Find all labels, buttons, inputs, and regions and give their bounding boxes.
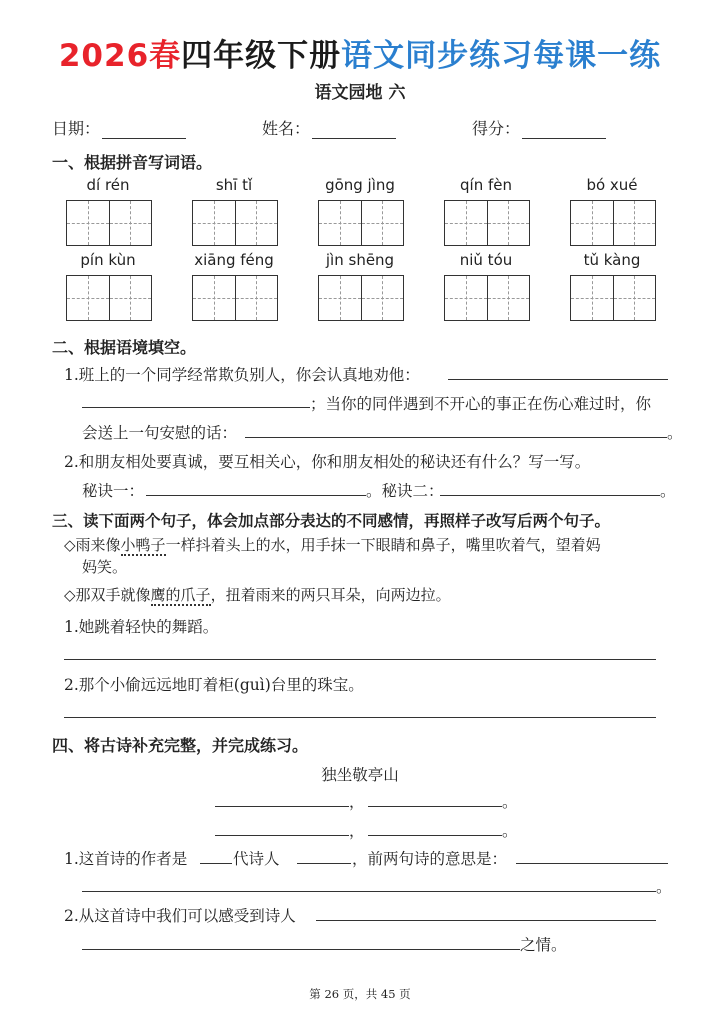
answer-blank[interactable] — [297, 863, 351, 864]
punctuation: 。 — [660, 482, 676, 500]
score-field[interactable]: 得分： — [472, 116, 606, 139]
example-sentence: ◇那双手就像鹰的爪子，扭着雨来的两只耳朵，向两边拉。 — [64, 586, 451, 604]
pinyin-label: pín kùn — [80, 251, 136, 269]
question-text: 之情。 — [520, 936, 567, 954]
writing-grid[interactable] — [444, 275, 530, 321]
poem-blank[interactable] — [368, 835, 502, 836]
writing-grid[interactable] — [570, 275, 656, 321]
poem-title: 独坐敬亭山 — [321, 766, 399, 784]
answer-blank[interactable] — [440, 495, 660, 496]
date-field[interactable]: 日期： — [52, 116, 186, 139]
question-text: 1.班上的一个同学经常欺负别人，你会认真地劝他： — [64, 366, 420, 384]
answer-blank[interactable] — [82, 407, 310, 408]
punctuation: 。 — [502, 822, 518, 840]
question-text: 会送上一句安慰的话： — [82, 424, 238, 442]
pinyin-label: jìn shēng — [325, 251, 395, 269]
answer-blank[interactable] — [82, 949, 520, 950]
secret2-label: 。秘诀二： — [366, 482, 444, 500]
section3-heading: 三、读下面两个句子，体会加点部分表达的不同感情，再照样子改写后两个句子。 — [52, 512, 611, 530]
example-sentence: ◇雨来像小鸭子一样抖着头上的水，用手抹一下眼睛和鼻子，嘴里吹着气，望着妈 — [64, 536, 601, 554]
answer-blank[interactable] — [200, 863, 232, 864]
punctuation: 。 — [502, 793, 518, 811]
writing-grid[interactable] — [66, 200, 152, 246]
pinyin-label: dí rén — [86, 176, 130, 194]
emphasis-phrase: 鹰的爪子 — [150, 586, 211, 604]
secret1-label: 秘诀一： — [82, 482, 145, 500]
pinyin-label: niǔ tóu — [459, 251, 513, 269]
lesson-subtitle: 语文园地 六 — [314, 83, 406, 103]
example-sentence: 妈笑。 — [82, 558, 128, 576]
pinyin-label: qín fèn — [460, 176, 512, 194]
score-blank[interactable] — [522, 122, 606, 139]
answer-line[interactable] — [64, 659, 656, 660]
pinyin-label: bó xué — [586, 176, 638, 194]
punctuation: ， — [349, 793, 365, 811]
section2-heading: 二、根据语境填空。 — [52, 338, 197, 357]
answer-blank[interactable] — [316, 920, 656, 921]
section1-heading: 一、根据拼音写词语。 — [52, 153, 213, 172]
answer-line[interactable] — [82, 891, 656, 892]
question-text: 代诗人 — [233, 850, 280, 868]
question-text: 1.她跳着轻快的舞蹈。 — [64, 618, 219, 636]
answer-blank[interactable] — [448, 379, 668, 380]
punctuation: 。 — [656, 878, 672, 896]
pinyin-label: shī tǐ — [215, 176, 253, 194]
answer-line[interactable] — [64, 717, 656, 718]
writing-grid[interactable] — [444, 200, 530, 246]
pinyin-label: xiāng féng — [194, 251, 274, 269]
poem-blank[interactable] — [368, 806, 502, 807]
answer-blank[interactable] — [146, 495, 366, 496]
writing-grid[interactable] — [192, 200, 278, 246]
question-text: ；当你的同伴遇到不开心的事正在伤心难过时，你 — [310, 395, 652, 413]
section4-heading: 四、将古诗补充完整，并完成练习。 — [52, 736, 309, 755]
page-title: 2026春四年级下册语文同步练习每课一练 — [58, 38, 662, 74]
pinyin-label: tǔ kàng — [583, 251, 641, 269]
writing-grid[interactable] — [570, 200, 656, 246]
poem-blank[interactable] — [215, 835, 349, 836]
name-field[interactable]: 姓名： — [262, 116, 396, 139]
name-blank[interactable] — [312, 122, 396, 139]
punctuation: ， — [349, 822, 365, 840]
pinyin-label: gōng jìng — [325, 176, 395, 194]
page-number: 第 26 页，共 45 页 — [309, 987, 411, 1001]
answer-blank[interactable] — [245, 437, 667, 438]
date-blank[interactable] — [102, 122, 186, 139]
writing-grid[interactable] — [318, 200, 404, 246]
poem-blank[interactable] — [215, 806, 349, 807]
answer-blank[interactable] — [516, 863, 668, 864]
writing-grid[interactable] — [192, 275, 278, 321]
question-text: 2.和朋友相处要真诚，要互相关心，你和朋友相处的秘诀还有什么？写一写。 — [64, 453, 591, 471]
emphasis-phrase: 小鸭子 — [120, 536, 166, 554]
question-text: 2.那个小偷远远地盯着柜(guì)台里的珠宝。 — [64, 676, 364, 694]
punctuation: 。 — [667, 424, 683, 442]
writing-grid[interactable] — [66, 275, 152, 321]
question-text: ，前两句诗的意思是： — [352, 850, 508, 868]
writing-grid[interactable] — [318, 275, 404, 321]
question-text: 2.从这首诗中我们可以感受到诗人 — [64, 907, 296, 925]
question-text: 1.这首诗的作者是 — [64, 850, 188, 868]
